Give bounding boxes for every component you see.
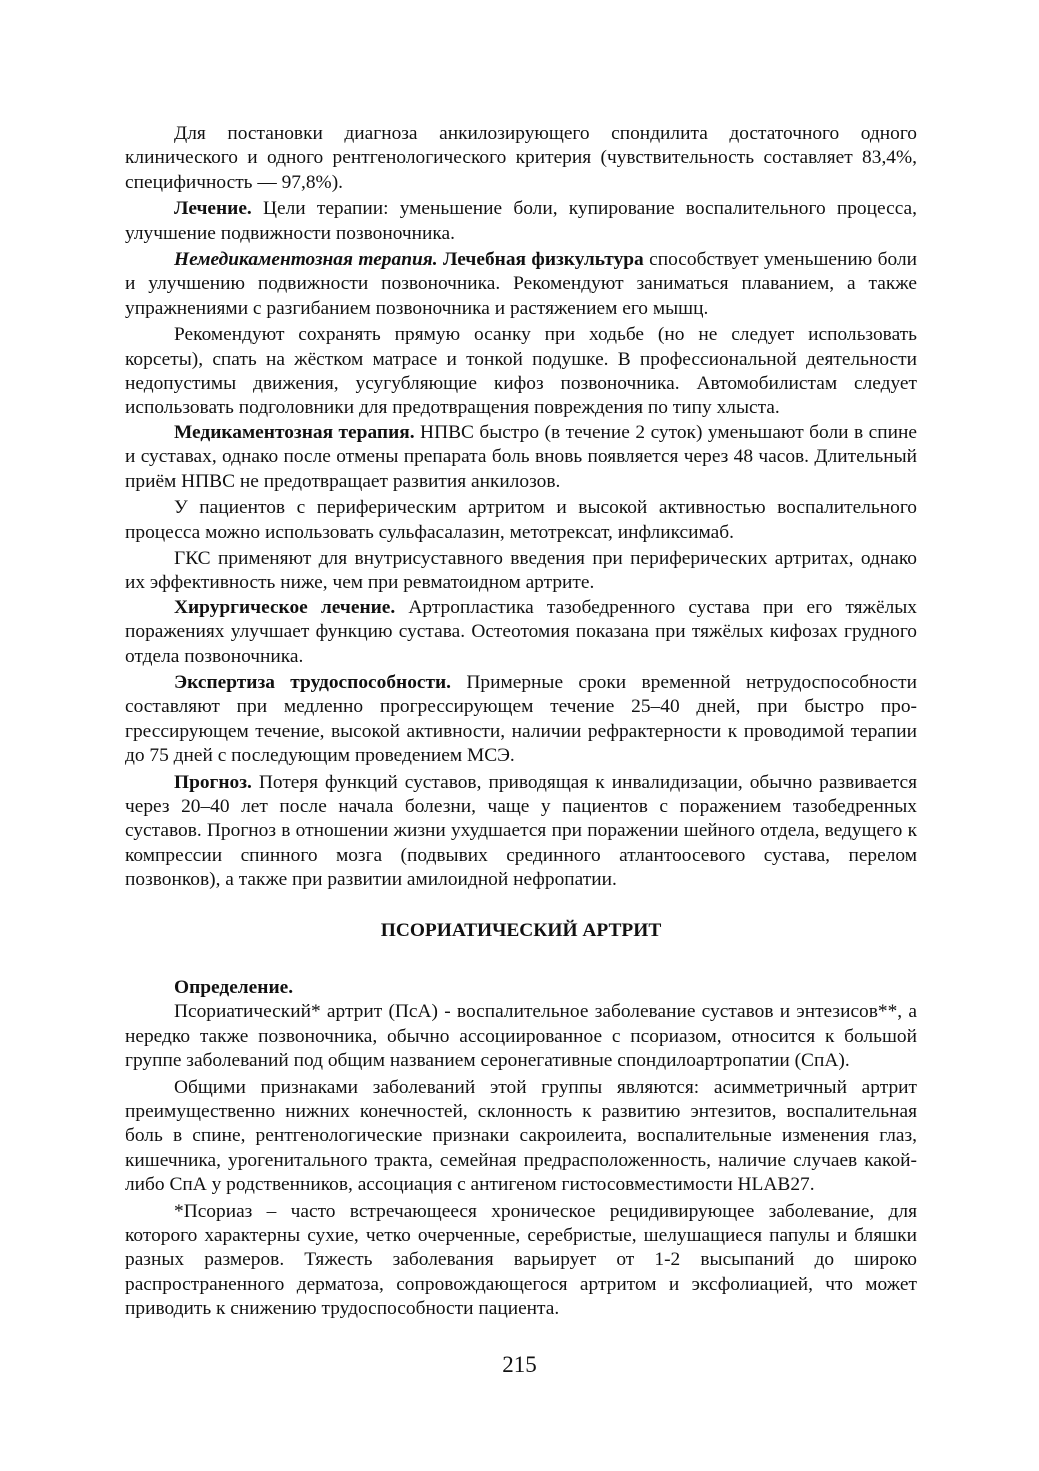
paragraph-prognosis (125, 771, 917, 893)
work-capacity-heading: Экспертиза трудоспособности. (174, 671, 452, 693)
surgery-text: Артропластика тазобедренного сустава при его тяжёлых поражениях улучшает функцию сустава. Остеотомия показана при тяжёлых кифозах грудного отдела позвоночника. (125, 596, 917, 667)
page-number: 215 (502, 1352, 537, 1377)
treatment-text: Цели терапии: уменьшение боли, купирование воспалительного процесса, улучшение подвижности позвоночника. (125, 198, 917, 244)
paragraph-nondrug-therapy (125, 248, 917, 321)
nondrug-therapy-text: способствует уменьшению боли и улучшению подвижности позвоночника. Рекомендуют заниматься плаванием, а также упражнениями с разгибанием позвоночника и растяжением его мышц. (125, 249, 917, 319)
page-body (125, 122, 917, 1322)
paragraph-work-capacity (125, 671, 917, 769)
paragraph-peripheral-arthritis: У пациентов с периферическим артритом и высокой активностью воспалительного процесса можно использовать сульфасалазин, метотрексат, инфликсимаб. (125, 497, 917, 543)
drug-therapy-text: НПВС быстро (в течение 2 суток) уменьшают боли в спине и суставах, однако после отмены препарата боль вновь появляется через 48 часов. Длительный приём НПВС не предотвращает развития анкилозов. (125, 421, 917, 492)
paragraph-psoriatic-definition: Псориатический* артрит (ПсА) - воспалительное заболевание суставов и энтезисов**, а нередко также позвоночника, обычно ассоциированное с псориазом, относится к большой группе заболеваний под общим названием серонегативные спондилоартропатии (СпА). (125, 1001, 917, 1072)
section-title: ПСОРИАТИЧЕСКИЙ АРТРИТ (380, 919, 662, 941)
drug-therapy-heading: Медикаментозная терапия. (174, 421, 415, 443)
definition-heading: Определение. (174, 977, 294, 998)
physiotherapy-heading: Лечебная физкультура (437, 249, 644, 271)
work-capacity-text: Примерные сроки временной нетрудоспособности составляют при медленно прогрессирующем течение 25–40 дней, при быстро прогрессирующем течение, высокой активности, наличии рефрактерности к проводимой терапии до 75 дней с последующим проведением МСЭ. (125, 671, 918, 767)
paragraph-diagnosis: Для постановки диагноза анкилозирующего спондилита достаточного одного клинического и одного рентгенологического критерия (чувствительность составляет 83,4%, специфичность — 97,8%). (125, 123, 917, 193)
paragraph-posture: Рекомендуют сохранять прямую осанку при ходьбе (но не следует использовать корсеты), спать на жёстком матрасе и тонкой подушке. В профессиональной деятельности недопустимы движения, усугубляющие кифоз позвоночника. Автомобилистам следует использовать подголовники для предотвращения повреждения по типу хлыста. (125, 324, 917, 419)
paragraph-common-signs: Общими признаками заболеваний этой группы являются: асимметричный артрит преимущественно нижних конечностей, склонность к развитию энтезитов, воспалительная боль в спине, рентгенологические признаки сакроилеита, воспалительные изменения глаз, кишечника, урогенитального тракта, семейная предрасположенность, наличие случаев какой-либо СпА у родственников, ассоциация с антигеном гистосовместимости HLAB27. (125, 1076, 917, 1196)
paragraph-drug-therapy (125, 421, 917, 494)
prognosis-text: Потеря функций суставов, приводящая к инвалидизации, обычно развивается через 20–40 лет после начала болезни, чаще у пациентов с поражением тазобедренных суставов. Прогноз в отношении жизни ухудшается при поражении шейного отдела, ведущего к компрессии спинного мозга (подвывих срединного атлантоосевого сустава, перелом позвонков), а также при развитии амилоидной нефропатии. (125, 771, 917, 891)
surgery-heading: Хирургическое лечение. (174, 596, 396, 618)
paragraph-gks: ГКС применяют для внутрисуставного введения при периферических артритах, однако их эффективность ниже, чем при ревматоидном артрите. (125, 547, 917, 594)
nondrug-therapy-heading: Немедикаментозная терапия. (174, 249, 438, 271)
paragraph-treatment (125, 197, 917, 246)
prognosis-heading: Прогноз. (174, 771, 252, 793)
paragraph-psoriasis-footnote: *Псориаз – часто встречающееся хроническое рецидивирующее заболевание, для которого характерны сухие, четко очерченные, серебристые, шелушащиеся папулы и бляшки разных размеров. Тяжесть заболевания варьирует от 1-2 высыпаний до широко распространенного дерматоза, сопровождающегося артритом и эксфолиацией, что может приводить к снижению трудоспособности пациента. (125, 1200, 917, 1320)
paragraph-surgery (125, 596, 917, 669)
treatment-heading: Лечение. (174, 198, 252, 220)
